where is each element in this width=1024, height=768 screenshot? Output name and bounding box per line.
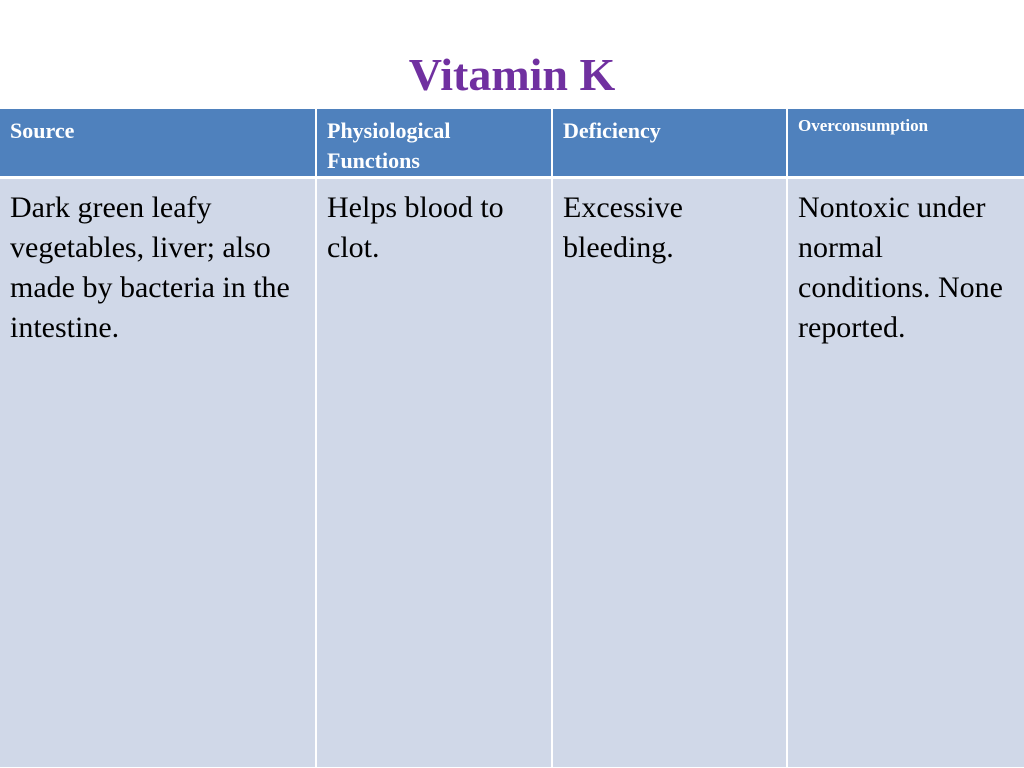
cell-source: Dark green leafy vegetables, liver; also made by bacteria in the intestine.	[0, 178, 316, 767]
cell-overconsumption: Nontoxic under normal conditions. None reported.	[787, 178, 1024, 767]
cell-physiological-functions: Helps blood to clot.	[316, 178, 552, 767]
header-deficiency: Deficiency	[552, 109, 787, 178]
vitamin-table	[0, 109, 1024, 767]
table-header-row	[0, 109, 1024, 178]
header-overconsumption: Overconsumption	[787, 109, 1024, 178]
header-physiological-functions: Physiological Functions	[316, 109, 552, 178]
header-source: Source	[0, 109, 316, 178]
slide-title: Vitamin K	[408, 49, 616, 100]
table-row	[0, 178, 1024, 767]
cell-deficiency: Excessive bleeding.	[552, 178, 787, 767]
